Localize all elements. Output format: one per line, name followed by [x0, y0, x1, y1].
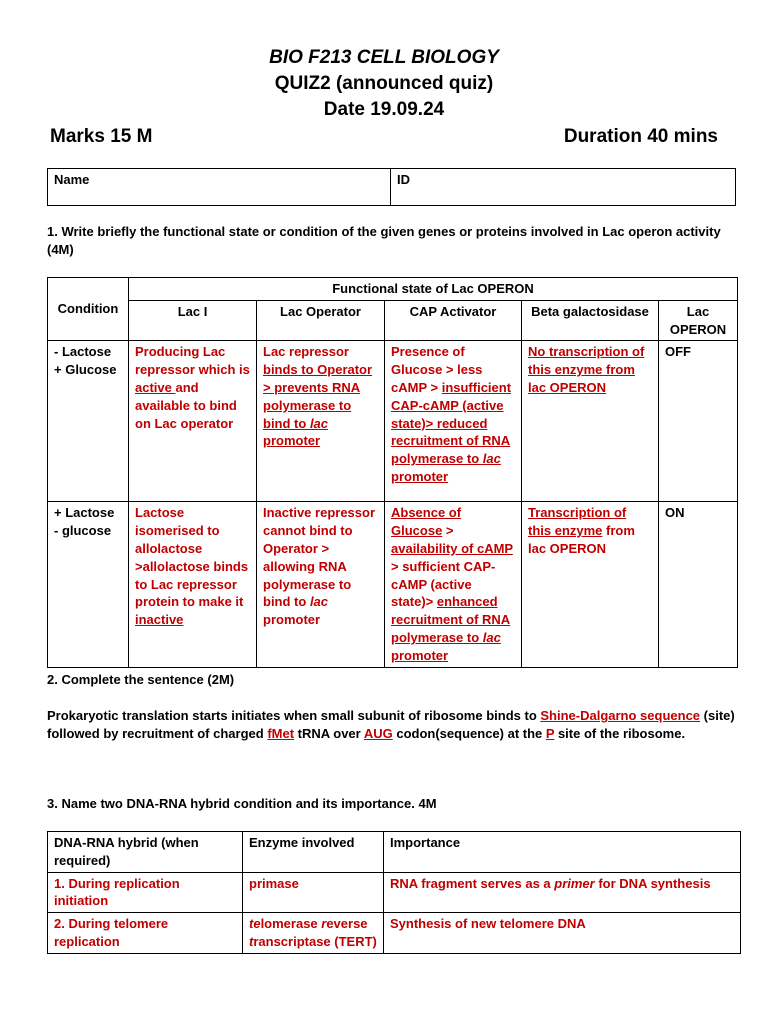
course-title: BIO F213 CELL BIOLOGY	[269, 47, 499, 68]
question-2: 2. Complete the sentence (2M)	[47, 672, 235, 687]
marks-label: Marks 15 M	[50, 126, 153, 147]
header-laci: Lac I	[129, 300, 257, 341]
question-1: 1. Write briefly the functional state or condition of the given genes or proteins involved in Lac operon activity (4M)	[47, 224, 721, 257]
row1-cap: Presence of Glucose > less cAMP > insufficient CAP-cAMP (active state)> reduced recruitment of RNA polymerase to lac promoter	[385, 341, 522, 502]
header-enzyme: Enzyme involved	[243, 832, 384, 873]
row1-operator: Lac repressor binds to Operator > prevents RNA polymerase to bind to lac promoter	[257, 341, 385, 502]
hybrid-row2-condition: 2. During telomere replication	[48, 913, 243, 954]
hybrid-row1-importance: RNA fragment serves as a primer for DNA synthesis	[384, 872, 741, 913]
header-cap: CAP Activator	[385, 300, 522, 341]
row1-operon: OFF	[659, 341, 738, 502]
id-label: ID	[397, 172, 410, 187]
row1-beta: No transcription of this enzyme from lac OPERON	[522, 341, 659, 502]
name-label: Name	[54, 172, 90, 187]
row1-condition: - Lactose + Glucose	[48, 341, 129, 502]
id-field[interactable]	[391, 169, 736, 206]
row1-laci: Producing Lac repressor which is active and available to bind on Lac operator	[129, 341, 257, 502]
header-condition: Condition	[48, 278, 129, 341]
header-hybrid: DNA-RNA hybrid (when required)	[48, 832, 243, 873]
quiz-date: Date 19.09.24	[323, 99, 445, 120]
row2-laci: Lactose isomerised to allolactose >allolactose binds to Lac repressor protein to make it inactive	[129, 502, 257, 667]
hybrid-row2-importance: Synthesis of new telomere DNA	[384, 913, 741, 954]
row2-condition: + Lactose - glucose	[48, 502, 129, 667]
quiz-title: QUIZ2 (announced quiz)	[274, 73, 494, 94]
header-operator: Lac Operator	[257, 300, 385, 341]
duration-label: Duration 40 mins	[563, 126, 718, 147]
hybrid-row1-condition: 1. During replication initiation	[48, 872, 243, 913]
header-functional-state: Functional state of Lac OPERON	[129, 278, 738, 301]
question-3: 3. Name two DNA-RNA hybrid condition and its importance. 4M	[47, 796, 437, 811]
hybrid-row2-enzyme: telomerase reverse transcriptase (TERT)	[243, 913, 384, 954]
row2-operator: Inactive repressor cannot bind to Operator > allowing RNA polymerase to bind to lac promoter	[257, 502, 385, 667]
name-id-table	[47, 168, 736, 206]
header-beta: Beta galactosidase	[522, 300, 659, 341]
lac-operon-table	[47, 277, 738, 668]
row2-beta: Transcription of this enzyme from lac OPERON	[522, 502, 659, 667]
dna-rna-hybrid-table	[47, 831, 741, 954]
header-operon: Lac OPERON	[659, 300, 738, 341]
row2-operon: ON	[659, 502, 738, 667]
hybrid-row1-enzyme: primase	[243, 872, 384, 913]
question-2-sentence: Prokaryotic translation starts initiates when small subunit of ribosome binds to Shine-Dalgarno sequence (site) followed by recruitment of charged fMet tRNA over AUG codon(sequence) at the P site of the ribosome.	[47, 708, 735, 741]
row2-cap: Absence of Glucose > availability of cAMP > sufficient CAP-cAMP (active state)> enhanced recruitment of RNA polymerase to lac promoter	[385, 502, 522, 667]
title-block	[0, 45, 768, 123]
header-importance: Importance	[384, 832, 741, 873]
name-field[interactable]	[48, 169, 391, 206]
